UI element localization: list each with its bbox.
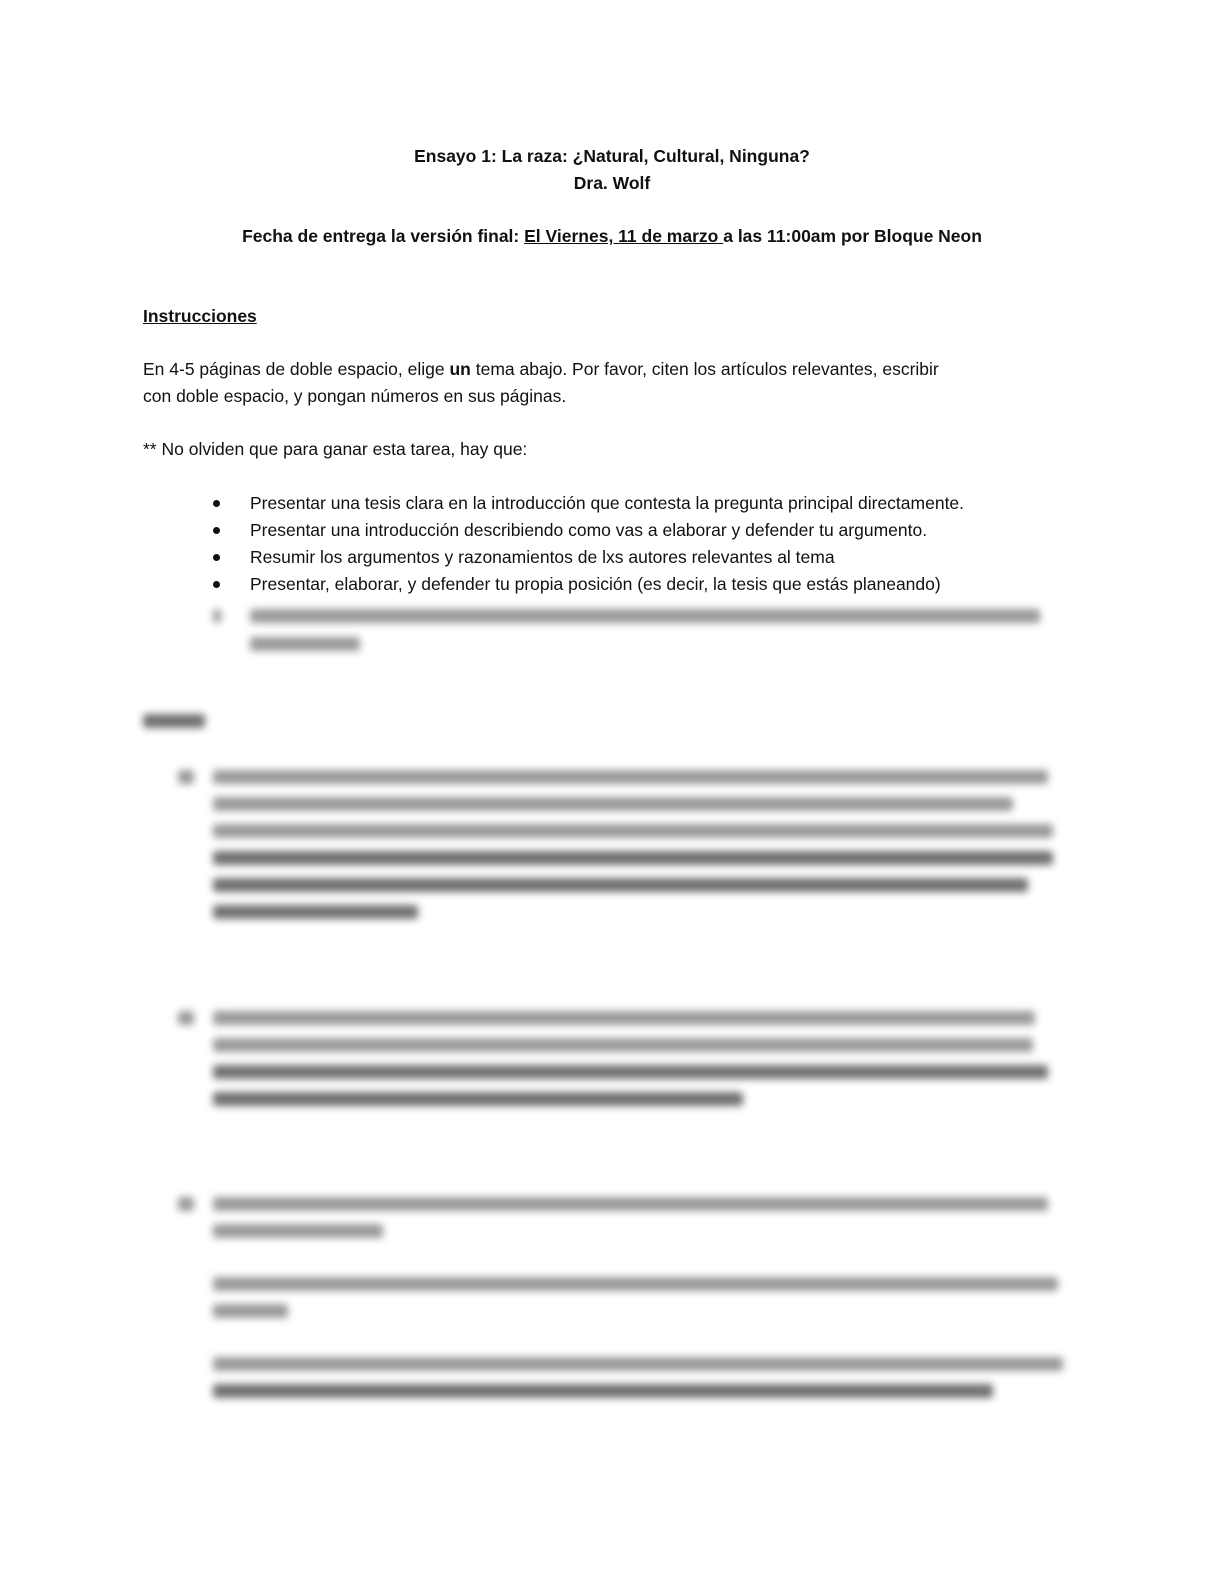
blurred-line — [213, 1357, 1063, 1371]
blurred-line — [213, 770, 1048, 784]
due-date-line — [0, 223, 1224, 250]
blurred-line — [213, 878, 1028, 892]
author: Dra. Wolf — [573, 173, 651, 193]
blurred-line — [213, 1092, 743, 1106]
blurred-number — [178, 770, 194, 784]
blurred-number — [178, 1197, 194, 1211]
bullet-icon — [213, 554, 220, 561]
blurred-line — [213, 1065, 1048, 1079]
blurred-line — [213, 1277, 1058, 1291]
blurred-heading — [143, 714, 205, 728]
due-date: El Viernes, 11 de marzo — [524, 226, 724, 246]
document-title: Ensayo 1: La raza: ¿Natural, Cultural, Ninguna? — [414, 146, 810, 166]
p1-text: En 4-5 páginas de doble espacio, elige — [143, 359, 450, 379]
instructions-paragraph-line2: con doble espacio, y pongan números en sus páginas. — [143, 386, 567, 406]
bullet-item: Presentar una introducción describiendo como vas a elaborar y defender tu argumento. — [250, 520, 928, 540]
blurred-line — [213, 905, 418, 919]
p1-text-2: tema abajo. Por favor, citen los artículos relevantes, escribir — [470, 359, 939, 379]
blurred-line — [213, 1304, 288, 1318]
blurred-line — [213, 1224, 383, 1238]
due-rest: a las 11:00am por Bloque Neon — [723, 226, 982, 246]
requirements-intro: ** No olviden que para ganar esta tarea, hay que: — [143, 439, 528, 459]
instructions-heading: Instrucciones — [143, 306, 257, 326]
bullet-icon — [213, 500, 220, 507]
blurred-line — [213, 1384, 993, 1398]
p1-bold: un — [449, 359, 471, 379]
blurred-line — [213, 1011, 1035, 1025]
bullet-item: Presentar, elaborar, y defender tu propia posición (es decir, la tesis que estás planeando) — [250, 574, 941, 594]
instructions-paragraph — [143, 356, 939, 383]
bullet-item: Resumir los argumentos y razonamientos de lxs autores relevantes al tema — [250, 547, 835, 567]
blurred-number — [178, 1011, 194, 1025]
bullet-icon — [213, 581, 220, 588]
due-label: Fecha de entrega la versión final: — [242, 226, 525, 246]
bullet-item: Presentar una tesis clara en la introducción que contesta la pregunta principal directamente. — [250, 493, 965, 513]
blurred-line — [213, 824, 1053, 838]
blurred-line — [213, 1197, 1048, 1211]
blurred-line — [250, 637, 360, 651]
blurred-line — [213, 851, 1053, 865]
bullet-icon — [213, 527, 220, 534]
blurred-line — [250, 609, 1040, 623]
blurred-bullet — [213, 609, 221, 623]
blurred-line — [213, 797, 1013, 811]
blurred-line — [213, 1038, 1033, 1052]
